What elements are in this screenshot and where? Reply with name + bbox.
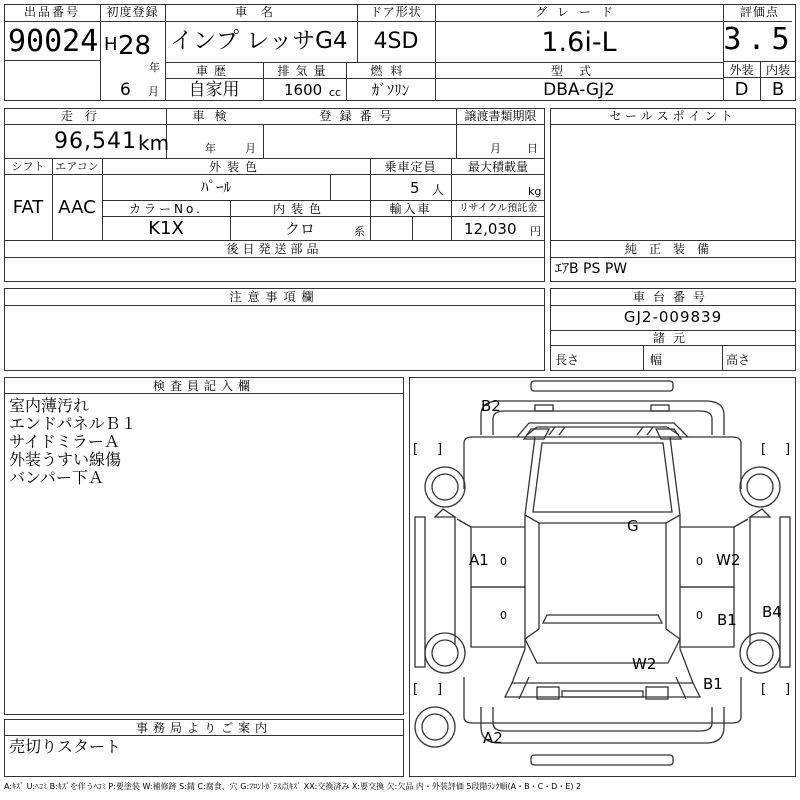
lot-number: 90024	[8, 24, 99, 59]
reg-year: 28	[118, 31, 152, 61]
ac: AAC	[58, 197, 96, 218]
score-label: 評価点	[739, 5, 779, 19]
caution-label: 注意事項欄	[229, 290, 320, 304]
damage-mark-b1-right: B1	[717, 611, 737, 629]
grade: 1.6i-L	[541, 27, 617, 58]
displacement: 1600	[284, 81, 323, 99]
fuel: ｶﾞｿﾘﾝ	[371, 81, 410, 99]
reg-number-label: 登録番号	[319, 109, 400, 123]
damage-mark-g: G	[627, 517, 639, 535]
inspector-note: サイドミラーＡ	[9, 432, 120, 451]
int-grade-label: 内装	[765, 63, 790, 77]
inspection-label: 車検	[192, 109, 237, 123]
damage-mark-b2-top: B2	[481, 397, 501, 415]
inspector-note: 室内薄汚れ	[9, 396, 90, 415]
ext-color-label: 外装色	[208, 160, 263, 174]
first-reg-label: 初度登録	[106, 5, 159, 19]
chassis-number: GJ2-009839	[623, 308, 723, 326]
zero-mark: 0	[500, 609, 507, 622]
displacement-unit: cc	[329, 86, 342, 99]
transfer-day-unit: 日	[527, 142, 538, 155]
sales-point-label: セールスポイント	[609, 109, 737, 123]
inspector-note: エンドパネルＢ１	[9, 414, 137, 433]
reg-month: 6	[120, 80, 131, 100]
height-label: 高さ	[726, 353, 751, 367]
bracket-left: [	[413, 682, 419, 697]
zero-mark: 0	[696, 555, 703, 568]
recycle-unit: 円	[530, 225, 541, 238]
model-code: DBA-GJ2	[543, 80, 615, 100]
door-type: 4SD	[373, 29, 419, 54]
car-name: インプ レッサG4	[170, 28, 348, 54]
inspector-note: バンパー下Ａ	[9, 468, 104, 487]
int-color-unit: 系	[354, 225, 365, 238]
reg-month-unit: 月	[148, 85, 159, 98]
office-note: 売切りスタート	[9, 737, 122, 756]
equipment-list: ｴｱB PS PW	[555, 261, 628, 277]
history: 自家用	[188, 80, 240, 100]
int-grade: B	[771, 79, 785, 100]
damage-mark-a1: A1	[469, 551, 489, 569]
ext-grade-label: 外装	[729, 63, 754, 77]
capacity-label: 乗車定員	[384, 160, 437, 174]
door-label: ドア形状	[370, 5, 422, 19]
era: H	[104, 34, 118, 55]
transfer-deadline-label: 譲渡書類期限	[464, 109, 537, 123]
bracket-right: ]	[437, 682, 443, 697]
damage-mark-w2-center: W2	[632, 655, 657, 673]
history-label: 車歴	[195, 64, 232, 78]
bracket-right: ]	[437, 442, 443, 457]
reg-year-unit: 年	[149, 61, 160, 74]
import-label: 輸入車	[389, 202, 432, 216]
damage-legend: A:ｷｽﾞ U:ﾍｺﾐ B:ｷｽﾞを伴うﾍｺﾐ P:要塗装 W:補修跡 S:錆 C:腐食、穴 G:ﾌﾛﾝﾄｶﾞﾗｽ点ｷｽﾞ XX:交換済み X:要交換 欠:欠品 内・外装評価 5段階ﾗﾝｸ順(A・B・C・D・E) 2	[4, 782, 582, 791]
specs-dims-label: 諸元	[652, 331, 693, 345]
max-load-unit: kg	[528, 185, 542, 198]
car-diagram	[409, 377, 796, 777]
int-color-label: 内装色	[272, 202, 327, 216]
width-label: 幅	[650, 353, 663, 367]
ac-label: エアコン	[55, 160, 99, 173]
mileage-unit: km	[138, 131, 170, 155]
damage-mark-b4: B4	[762, 603, 782, 621]
bracket-left: [	[413, 442, 419, 457]
zero-mark: 0	[500, 555, 507, 568]
capacity: 5	[410, 179, 420, 197]
bracket-right: ]	[785, 442, 791, 457]
bracket-left: [	[761, 442, 767, 457]
ext-grade: D	[734, 79, 749, 100]
transfer-month-unit: 月	[490, 142, 501, 155]
damage-mark-b1-low: B1	[703, 675, 723, 693]
mileage-label: 走行	[60, 109, 109, 123]
score: 3.5	[723, 22, 796, 57]
color-no: K1X	[148, 218, 184, 239]
zero-mark: 0	[696, 609, 703, 622]
inspection-year-unit: 年	[205, 142, 216, 155]
recycle-label: リサイクル預託金	[458, 203, 538, 214]
inspection-month-unit: 月	[245, 142, 256, 155]
int-color: クロ	[284, 220, 315, 238]
ext-color: ﾊﾟｰﾙ	[200, 178, 231, 196]
bracket-right: ]	[785, 682, 791, 697]
inspector-notes	[9, 397, 137, 487]
inspector-note: 外装うすい線傷	[9, 450, 122, 469]
recycle-deposit: 12,030	[464, 220, 517, 238]
chassis-label: 車台番号	[632, 290, 713, 304]
lot-number-label: 出品番号	[23, 5, 80, 19]
grade-label: グレード	[534, 5, 623, 19]
shift-label: シフト	[11, 160, 45, 173]
damage-mark-w2-right: W2	[716, 551, 741, 569]
color-no-label: カラーNo.	[129, 202, 203, 216]
equipment-label: 純正装備	[624, 242, 721, 256]
car-name-label: 車名	[234, 5, 287, 19]
later-parts-label: 後日発送部品	[226, 242, 323, 256]
max-load-label: 最大積載量	[467, 160, 528, 174]
length-label: 長さ	[555, 353, 580, 367]
damage-mark-a2: A2	[483, 729, 503, 747]
capacity-unit: 人	[432, 183, 445, 197]
shift: FAT	[12, 197, 44, 218]
inspector-label: 検査員記入欄	[152, 379, 255, 393]
model-label: 型式	[550, 64, 607, 78]
fuel-label: 燃料	[370, 64, 411, 78]
displacement-label: 排気量	[277, 64, 332, 78]
bracket-left: [	[761, 682, 767, 697]
office-label: 事務局よりご案内	[135, 721, 272, 735]
mileage: 96,541	[54, 129, 137, 154]
